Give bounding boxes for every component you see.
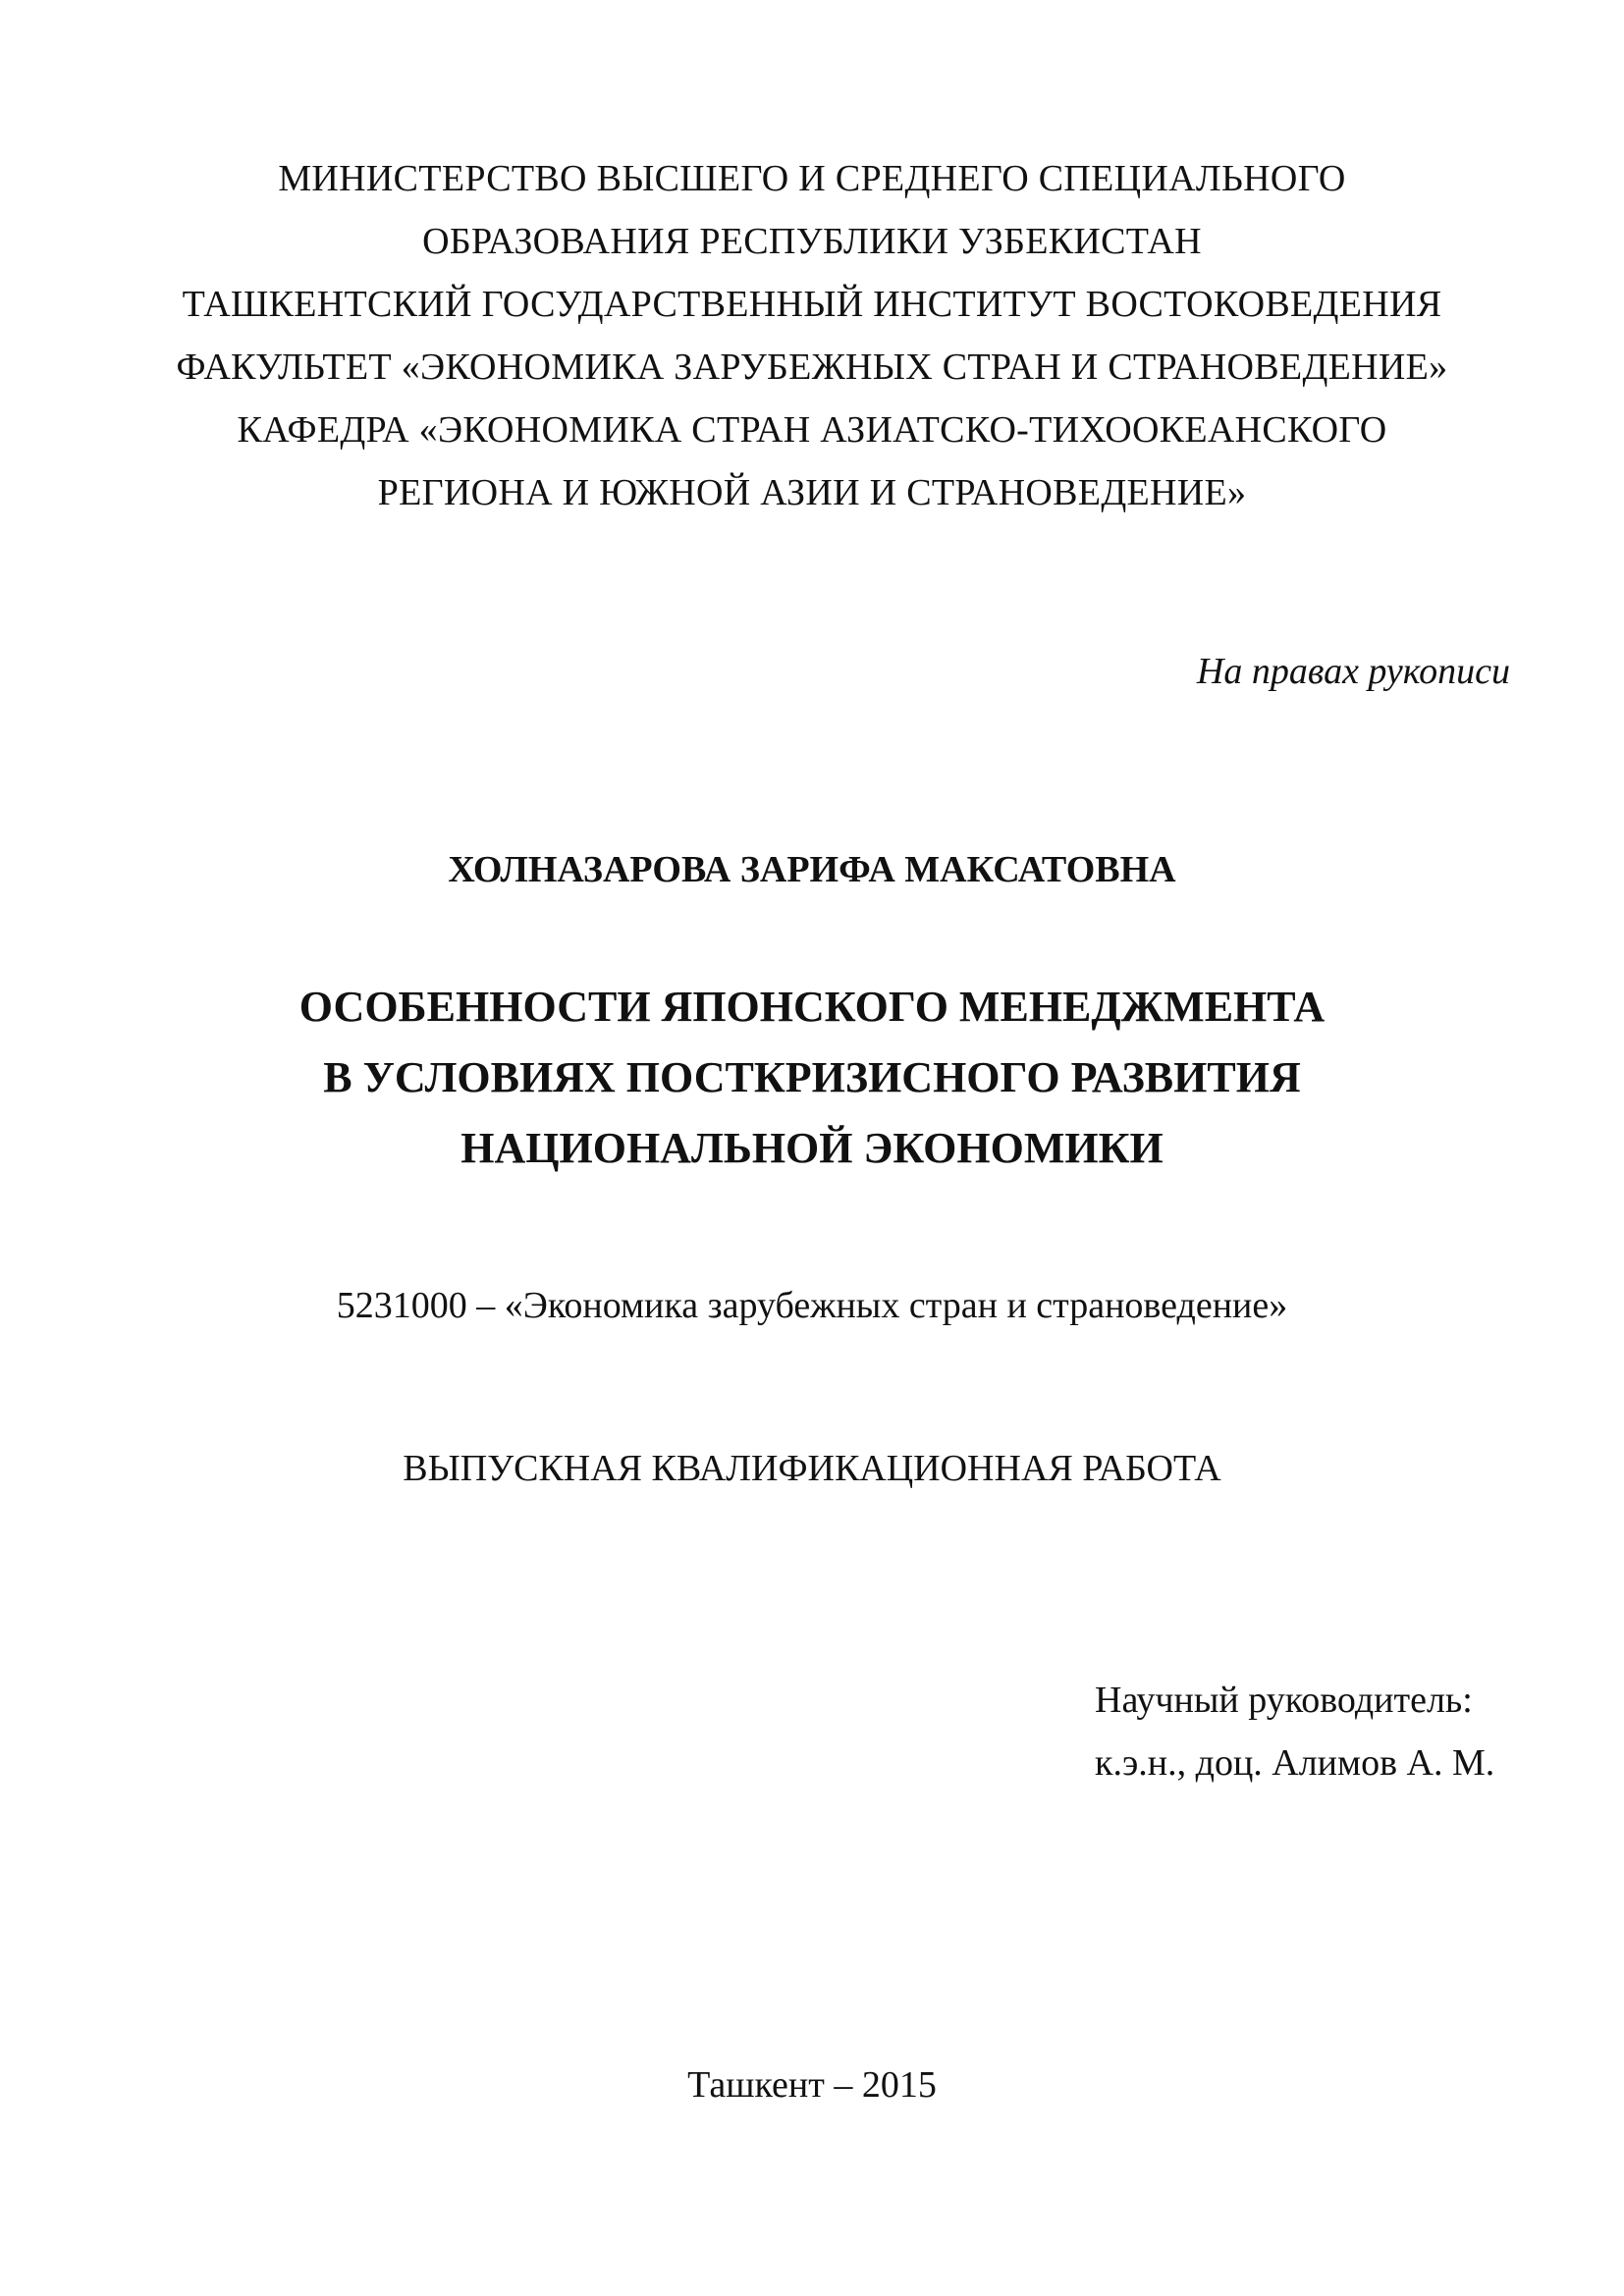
manuscript-note: На правах рукописи [1196, 651, 1510, 692]
city-year: Ташкент – 2015 [687, 2064, 937, 2106]
specialty-code: 5231000 – «Экономика зарубежных стран и страноведение» [336, 1285, 1288, 1326]
supervisor-label: Научный руководитель: [1095, 1680, 1473, 1721]
header-line: КАФЕДРА «ЭКОНОМИКА СТРАН АЗИАТСКО-ТИХООКЕАНСКОГО [237, 409, 1387, 451]
author-name: ХОЛНАЗАРОВА ЗАРИФА МАКСАТОВНА [448, 849, 1176, 890]
title-line: В УСЛОВИЯХ ПОСТКРИЗИСНОГО РАЗВИТИЯ [323, 1053, 1301, 1101]
thesis-title [0, 972, 1624, 1184]
title-line: НАЦИОНАЛЬНОЙ ЭКОНОМИКИ [460, 1124, 1164, 1172]
header-line: ОБРАЗОВАНИЯ РЕСПУБЛИКИ УЗБЕКИСТАН [422, 221, 1202, 262]
header-line: ТАШКЕНТСКИЙ ГОСУДАРСТВЕННЫЙ ИНСТИТУТ ВОСТОКОВЕДЕНИЯ [182, 284, 1442, 325]
header-line: ФАКУЛЬТЕТ «ЭКОНОМИКА ЗАРУБЕЖНЫХ СТРАН И СТРАНОВЕДЕНИЕ» [176, 347, 1448, 388]
title-line: ОСОБЕННОСТИ ЯПОНСКОГО МЕНЕДЖМЕНТА [298, 983, 1326, 1031]
work-type: ВЫПУСКНАЯ КВАЛИФИКАЦИОННАЯ РАБОТА [403, 1448, 1221, 1489]
supervisor-block [1095, 1669, 1494, 1794]
header-line: РЕГИОНА И ЮЖНОЙ АЗИИ И СТРАНОВЕДЕНИЕ» [377, 472, 1247, 513]
supervisor-name: к.э.н., доц. Алимов А. М. [1095, 1742, 1495, 1784]
institution-header [0, 147, 1624, 524]
header-line: МИНИСТЕРСТВО ВЫСШЕГО И СРЕДНЕГО СПЕЦИАЛЬНОГО [278, 158, 1346, 199]
